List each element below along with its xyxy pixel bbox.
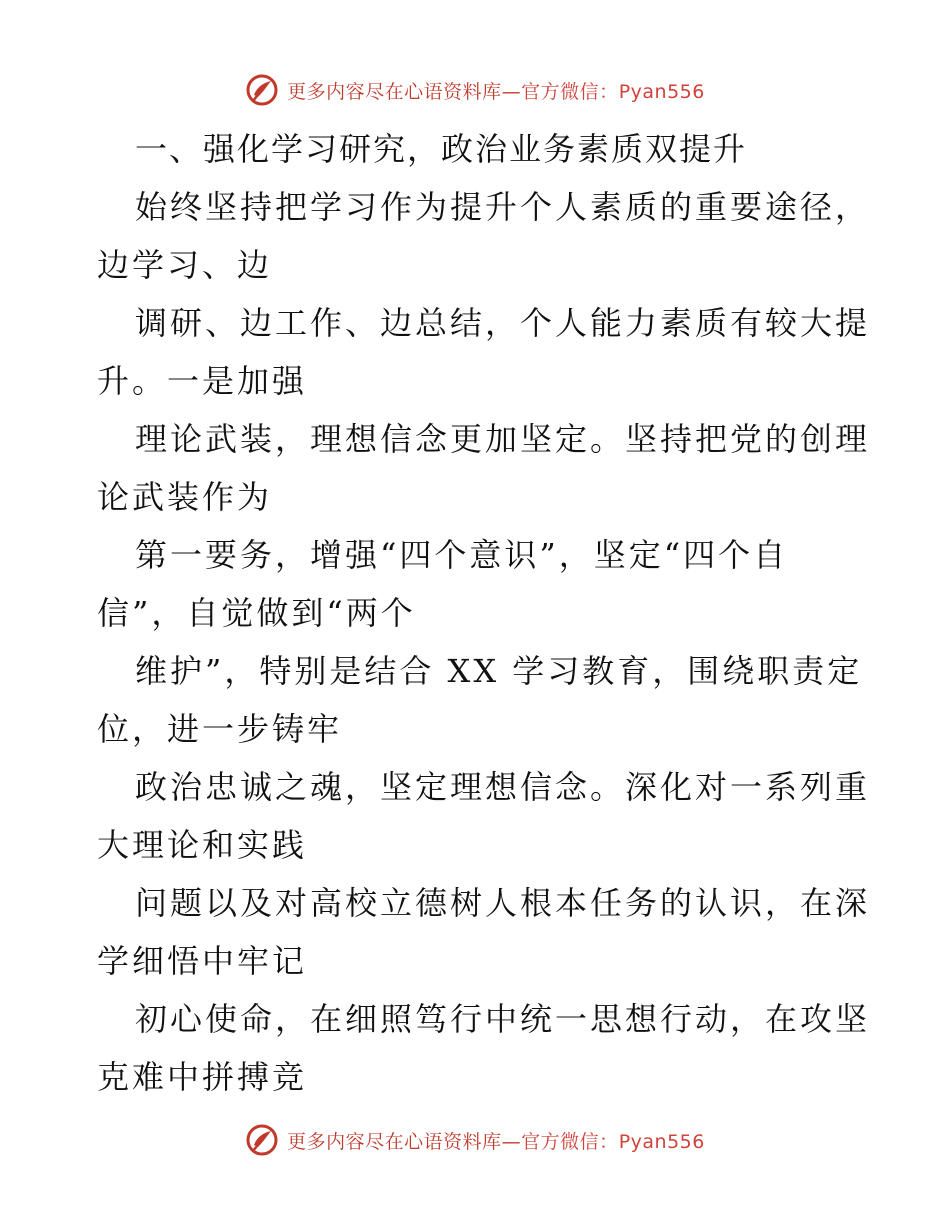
watermark-wechat-id: Pyan556 [618,1130,705,1153]
header-watermark [0,70,950,110]
watermark-wechat-id: Pyan556 [618,80,705,103]
paragraph-line: 学细悟中牢记 [97,942,308,980]
watermark-dash: — [501,80,522,103]
paragraph-line: 第一要务，增强“四个意识”，坚定“四个自 [135,536,789,574]
watermark-main-text: 更多内容尽在心语资料库 [287,1130,502,1153]
watermark-wechat-label: 官方微信： [521,1130,619,1153]
paragraph-line: 克难中拼搏竞 [97,1058,308,1096]
paragraph-line: 升。一是加强 [97,362,308,400]
paragraph [97,874,871,990]
paragraph-line: 信”，自觉做到“两个 [97,594,416,632]
paragraph-line: 大理论和实践 [97,826,308,864]
paragraph-line: 初心使命，在细照笃行中统一思想行动，在攻坚 [135,1000,871,1038]
section-heading: 一、强化学习研究，政治业务素质双提升 [135,130,748,168]
paragraph [97,178,871,294]
paragraph [97,642,863,758]
watermark-dash: — [501,1130,522,1153]
paragraph-line: 问题以及对高校立德树人根本任务的认识，在深 [135,884,871,922]
paragraph-line: 理论武装，理想信念更加坚定。坚持把党的创理 [135,420,871,458]
paragraph [97,294,871,410]
paragraph-line: 政治忠诚之魂，坚定理想信念。深化对一系列重 [135,768,871,806]
watermark-wechat-label: 官方微信： [521,80,619,103]
paragraph-line: 位，进一步铸牢 [97,710,343,748]
paragraph [97,526,857,642]
logo-icon [245,73,279,107]
document-body [97,120,871,1106]
paragraph-line: 边学习、边 [97,246,273,284]
paragraph [97,410,871,526]
paragraph [97,758,871,874]
footer-watermark [0,1120,950,1160]
paragraph-line: 始终坚持把学习作为提升个人素质的重要途径， [135,188,871,226]
paragraph-line: 论武装作为 [97,478,273,516]
paragraph [97,990,871,1106]
logo-icon [245,1123,279,1157]
paragraph-line: 维护”，特别是结合 XX 学习教育，围绕职责定 [135,652,863,690]
watermark-main-text: 更多内容尽在心语资料库 [287,80,502,103]
paragraph-line: 调研、边工作、边总结，个人能力素质有较大提 [135,304,871,342]
